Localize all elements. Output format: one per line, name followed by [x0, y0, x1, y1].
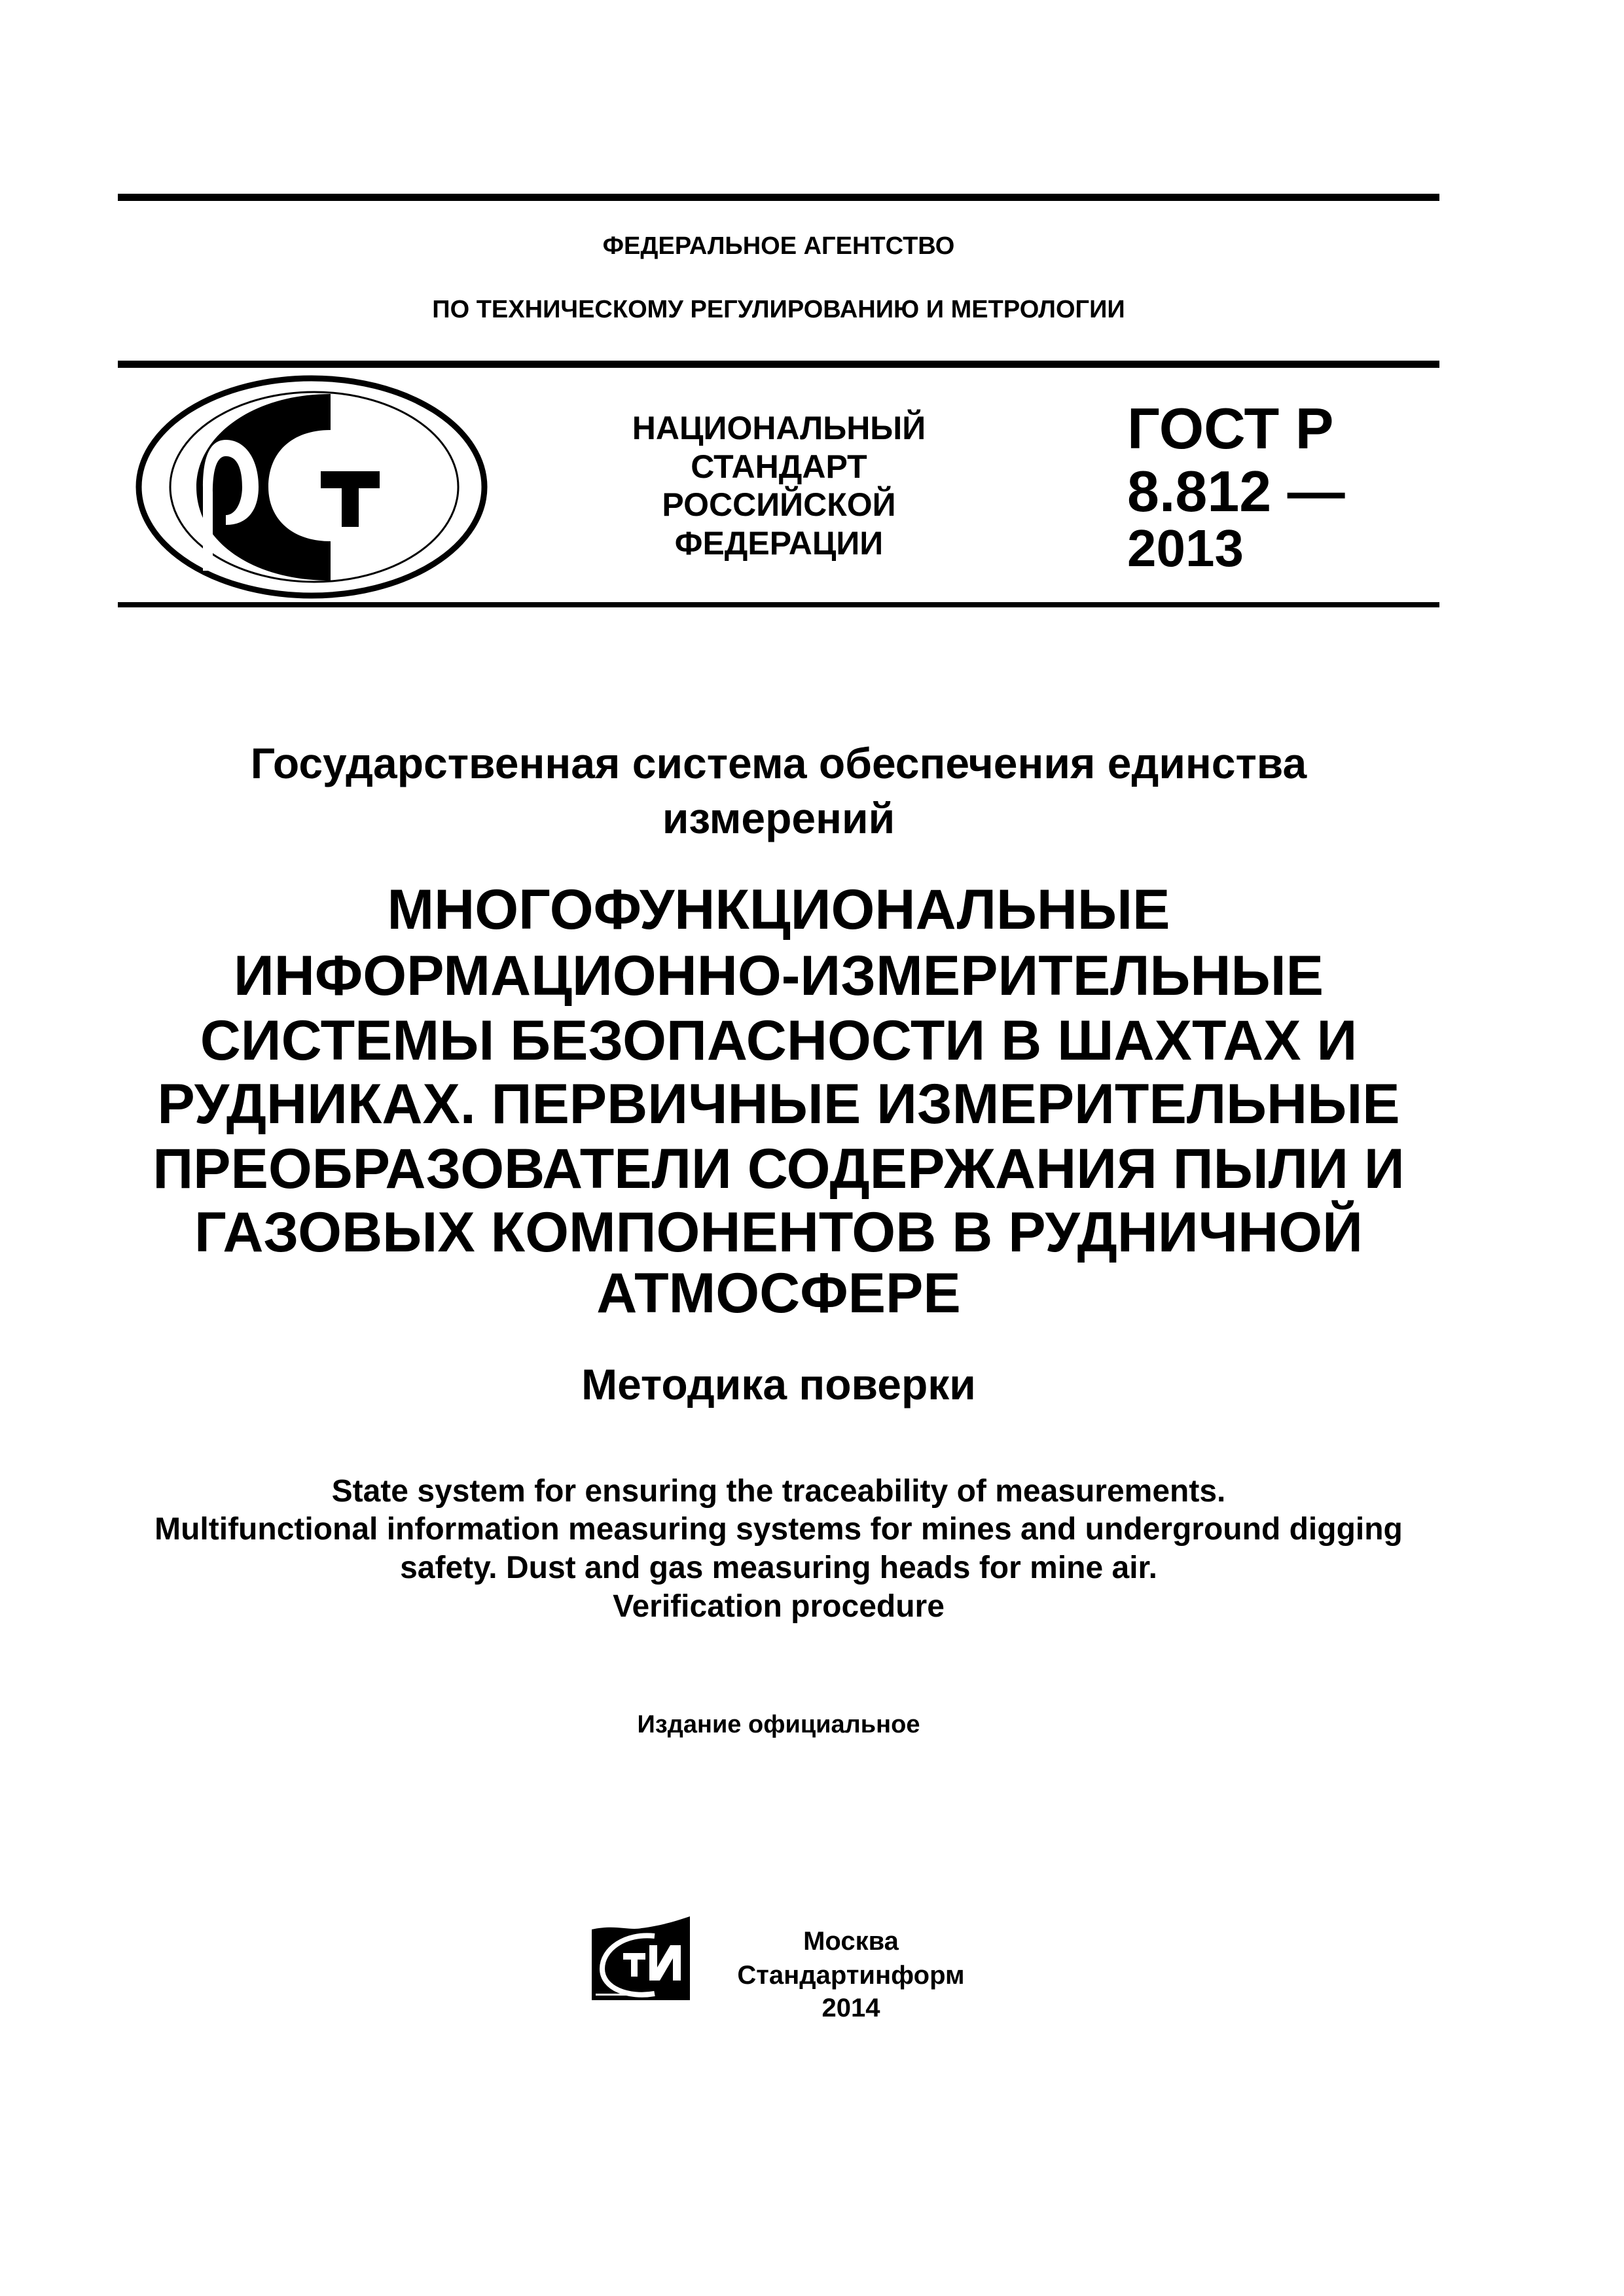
agency-line-1: ФЕДЕРАЛЬНОЕ АГЕНТСТВО: [602, 232, 955, 260]
top-rule: [118, 194, 1439, 201]
series-title-line: измерений: [662, 794, 895, 842]
edition-label: Издание официальное: [637, 1711, 920, 1738]
header-rule: [118, 361, 1439, 368]
english-title-line: State system for ensuring the traceability of measurements.: [331, 1474, 1226, 1509]
main-title-line: ИНФОРМАЦИОННО-ИЗМЕРИТЕЛЬНЫЕ: [233, 944, 1324, 1007]
national-standard-line: СТАНДАРТ: [691, 448, 867, 485]
english-title-line: Verification procedure: [613, 1589, 945, 1624]
main-title-line: МНОГОФУНКЦИОНАЛЬНЫЕ: [387, 878, 1170, 941]
main-title-line: ГАЗОВЫХ КОМПОНЕНТОВ В РУДНИЧНОЙ: [194, 1201, 1363, 1264]
standartinform-logo: [589, 1916, 694, 2004]
designation-line: ГОСТ Р: [1127, 396, 1334, 461]
imprint-year: 2014: [821, 1994, 880, 2022]
subtitle: Методика поверки: [581, 1360, 976, 1408]
english-title-line: safety. Dust and gas measuring heads for mine air.: [400, 1551, 1157, 1585]
rst-logo: [134, 374, 489, 600]
national-standard-line: ФЕДЕРАЦИИ: [674, 525, 884, 562]
national-standard-line: НАЦИОНАЛЬНЫЙ: [632, 410, 926, 446]
main-title-line: РУДНИКАХ. ПЕРВИЧНЫЕ ИЗМЕРИТЕЛЬНЫЕ: [157, 1073, 1400, 1136]
imprint-publisher: Стандартинформ: [737, 1961, 965, 1990]
agency-line-2: ПО ТЕХНИЧЕСКОМУ РЕГУЛИРОВАНИЮ И МЕТРОЛОГИИ: [432, 296, 1125, 323]
designation-line: 8.812 —: [1127, 459, 1345, 524]
main-title-line: АТМОСФЕРЕ: [596, 1262, 961, 1325]
main-title-line: ПРЕОБРАЗОВАТЕЛИ СОДЕРЖАНИЯ ПЫЛИ И: [153, 1138, 1405, 1200]
english-title-line: Multifunctional information measuring systems for mines and underground digging: [154, 1512, 1403, 1547]
series-title-line: Государственная система обеспечения единства: [250, 739, 1307, 787]
national-standard-line: РОССИЙСКОЙ: [662, 486, 896, 523]
imprint-city: Москва: [803, 1927, 899, 1956]
main-title-line: СИСТЕМЫ БЕЗОПАСНОСТИ В ШАХТАХ И: [200, 1009, 1358, 1072]
header-bottom-rule: [118, 602, 1439, 607]
designation-line: 2013: [1127, 519, 1244, 577]
